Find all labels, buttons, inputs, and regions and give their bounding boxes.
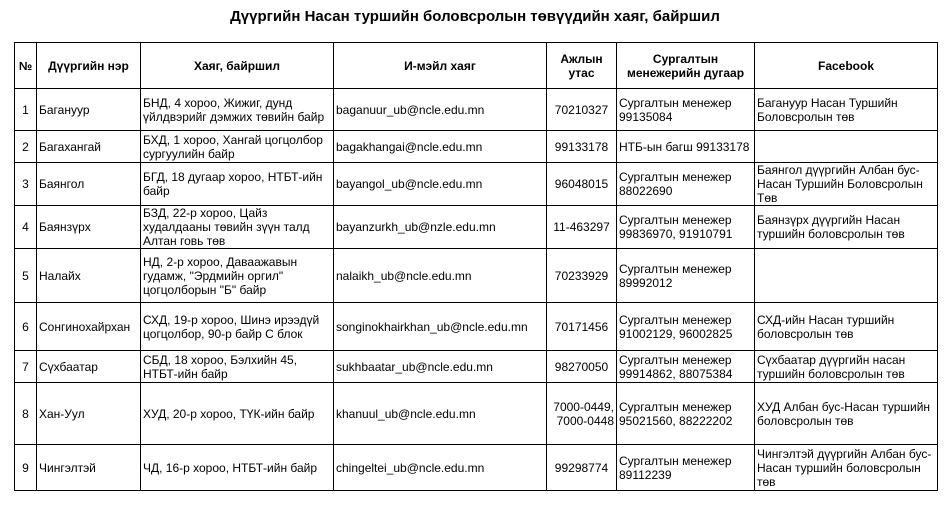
row-email: bayangol_ub@ncle.edu.mn: [334, 163, 547, 206]
row-no: 8: [15, 383, 37, 445]
page-title: Дүүргийн Насан туршийн боловсролын төвүүдийн хаяг, байршил: [230, 8, 720, 25]
row-address: БЗД, 22-р хороо, Цайз худалдааны төвийн зүүн талд Алтан говь төв: [141, 206, 334, 249]
row-facebook: [755, 249, 938, 303]
row-address: НД, 2-р хороо, Даваажавын гудамж, "Эрдмийн оргил" цогцолборын "Б" байр: [141, 249, 334, 303]
row-no: 1: [15, 89, 37, 131]
table-row: [15, 351, 938, 383]
table-row: [15, 89, 938, 131]
row-email: sukhbaatar_ub@ncle.edu.mn: [334, 351, 547, 383]
row-address: БХД, 1 хороо, Хангай цогцолбор сургуулийн байр: [141, 131, 334, 163]
row-facebook: Баянзүрх дүүргийн Насан туршийн боловсролын төв: [755, 206, 938, 249]
row-email: chingeltei_ub@ncle.edu.mn: [334, 445, 547, 491]
row-address: СХД, 19-р хороо, Шинэ ирээдүй цогцолбор, 90-р байр С блок: [141, 303, 334, 351]
table-row: [15, 206, 938, 249]
row-address: БГД, 18 дугаар хороо, НТБТ-ийн байр: [141, 163, 334, 206]
row-phone: 99133178: [547, 131, 617, 163]
row-district: Багануур: [37, 89, 141, 131]
row-email: nalaikh_ub@ncle.edu.mn: [334, 249, 547, 303]
row-email: songinokhairkhan_ub@ncle.edu.mn: [334, 303, 547, 351]
row-no: 3: [15, 163, 37, 206]
row-phone: 70210327: [547, 89, 617, 131]
header-email: И-мэйл хаяг: [334, 43, 547, 89]
row-address: ХУД, 20-р хороо, ТҮК-ийн байр: [141, 383, 334, 445]
centers-table: [14, 42, 938, 491]
table-row: [15, 303, 938, 351]
row-no: 5: [15, 249, 37, 303]
header-manager: Сургалтын менежерийн дугаар: [617, 43, 755, 89]
row-email: bayanzurkh_ub@nzle.edu.mn: [334, 206, 547, 249]
row-district: Баянгол: [37, 163, 141, 206]
row-manager: НТБ-ын багш 99133178: [617, 131, 755, 163]
header-address: Хаяг, байршил: [141, 43, 334, 89]
row-address: СБД, 18 хороо, Бэлхийн 45, НТБТ-ийн байр: [141, 351, 334, 383]
row-district: Баянзүрх: [37, 206, 141, 249]
row-facebook: СХД-ийн Насан туршийн боловсролын төв: [755, 303, 938, 351]
row-manager: Сургалтын менежер 99135084: [617, 89, 755, 131]
row-no: 2: [15, 131, 37, 163]
row-district: Хан-Уул: [37, 383, 141, 445]
row-address: БНД, 4 хороо, Жижиг, дунд үйлдвэрийг дэмжих төвийн байр: [141, 89, 334, 131]
row-manager: Сургалтын менежер 91002129, 96002825: [617, 303, 755, 351]
row-address: ЧД, 16-р хороо, НТБТ-ийн байр: [141, 445, 334, 491]
row-phone: 70233929: [547, 249, 617, 303]
header-no: №: [15, 43, 37, 89]
row-phone: 11-463297: [547, 206, 617, 249]
table-row: [15, 131, 938, 163]
row-facebook: Баянгол дүүргийн Албан бус- Насан Туршийн Боловсролын Төв: [755, 163, 938, 206]
row-district: Налайх: [37, 249, 141, 303]
row-facebook: Чингэлтэй дүүргийн Албан бус-Насан туршийн боловсролын төв: [755, 445, 938, 491]
row-email: baganuur_ub@ncle.edu.mn: [334, 89, 547, 131]
header-district: Дүүргийн нэр: [37, 43, 141, 89]
header-phone: Ажлын утас: [547, 43, 617, 89]
row-manager: Сургалтын менежер 88022690: [617, 163, 755, 206]
table-row: [15, 445, 938, 491]
row-no: 7: [15, 351, 37, 383]
row-manager: Сургалтын менежер 99914862, 88075384: [617, 351, 755, 383]
row-facebook: ХУД Албан бус-Насан туршийн боловсролын төв: [755, 383, 938, 445]
row-no: 6: [15, 303, 37, 351]
table-row: [15, 163, 938, 206]
header-facebook: Facebook: [755, 43, 938, 89]
row-district: Чингэлтэй: [37, 445, 141, 491]
row-manager: Сургалтын менежер 89112239: [617, 445, 755, 491]
row-email: bagakhangai@ncle.edu.mn: [334, 131, 547, 163]
row-district: Багахангай: [37, 131, 141, 163]
row-phone: 98270050: [547, 351, 617, 383]
row-phone: 99298774: [547, 445, 617, 491]
row-manager: Сургалтын менежер 99836970, 91910791: [617, 206, 755, 249]
row-facebook: [755, 131, 938, 163]
row-manager: Сургалтын менежер 95021560, 88222202: [617, 383, 755, 445]
row-district: Сүхбаатар: [37, 351, 141, 383]
header-row: [15, 43, 938, 89]
row-no: 9: [15, 445, 37, 491]
table-row: [15, 249, 938, 303]
row-district: Сонгинохайрхан: [37, 303, 141, 351]
table-row: [15, 383, 938, 445]
row-email: khanuul_ub@ncle.edu.mn: [334, 383, 547, 445]
row-phone: 70171456: [547, 303, 617, 351]
row-phone: 96048015: [547, 163, 617, 206]
row-phone: 7000-0449, 7000-0448: [547, 383, 617, 445]
row-facebook: Багануур Насан Туршийн Боловсролын төв: [755, 89, 938, 131]
row-no: 4: [15, 206, 37, 249]
row-facebook: Сүхбаатар дүүргийн насан туршийн боловсролын төв: [755, 351, 938, 383]
row-manager: Сургалтын менежер 89992012: [617, 249, 755, 303]
